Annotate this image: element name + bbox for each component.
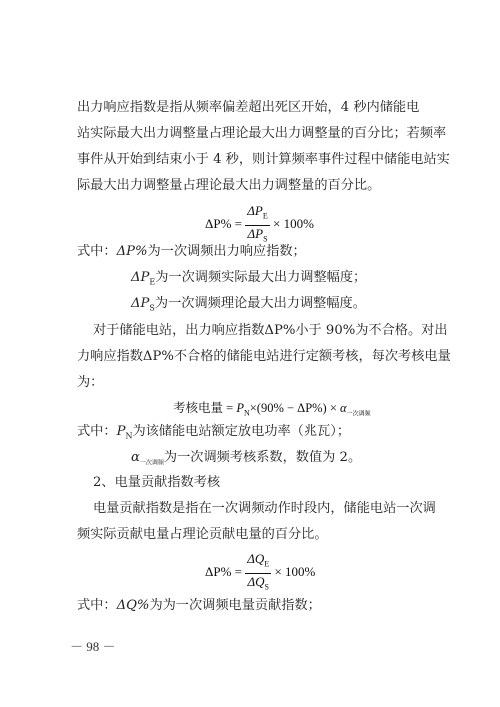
defs1-symbol-2-sub: E xyxy=(149,277,156,287)
para3-line1: 电量贡献指数是指在一次调频动作时段内，储能电站一次调 xyxy=(93,501,436,516)
para1-line4: 际最大出力调整量占理论最大出力调整量的百分比。 xyxy=(77,178,381,193)
section-heading-2: 2、电量贡献指数考核 xyxy=(93,475,221,490)
defs2-symbol-2: α xyxy=(131,450,140,465)
defs1-text-3: 为一次调频理论最大出力调整幅度。 xyxy=(154,296,366,311)
eq1-denominator: ΔP xyxy=(247,225,264,241)
eq1-lhs: ΔP% = xyxy=(205,216,243,232)
eq2-pn-sub: N xyxy=(243,408,250,418)
defs2-symbol-1-sub: N xyxy=(125,431,133,441)
eq1-numerator: ΔP xyxy=(247,203,263,218)
defs2-line1 xyxy=(77,424,350,445)
para2-line3: 为： xyxy=(77,375,104,390)
eq2-text-a: 考核电量 = xyxy=(173,401,237,415)
defs2-text-2: 为一次调频考核系数，数值为 2。 xyxy=(163,450,362,465)
eq1-fraction xyxy=(245,204,269,246)
eq3-lhs: ΔP% = xyxy=(205,564,243,580)
eq2-alpha-sub: 一次调频 xyxy=(346,411,371,418)
para3-line2: 频实际贡献电量占理论贡献电量的百分比。 xyxy=(77,527,328,542)
equation-2 xyxy=(173,398,371,418)
defs1-symbol-3-sub: S xyxy=(149,303,155,313)
defs2-symbol-2-sub: 一次调频 xyxy=(139,459,164,467)
defs2-prefix: 式中： xyxy=(77,424,117,439)
eq1-numerator-sub: E xyxy=(262,211,268,221)
eq2-pn: P xyxy=(236,401,244,415)
para1-line2: 站实际最大出力调整量占理论最大出力调整量的百分比；若频率 xyxy=(77,126,447,141)
eq3-denominator: ΔQ xyxy=(247,573,265,589)
eq2-text-b: ×(90% − ΔP%) × xyxy=(249,401,341,415)
eq1-tail: × 100% xyxy=(272,216,314,232)
equation-3 xyxy=(205,552,315,594)
para1-line3: 事件从开始到结束小于 4 秒，则计算频率事件过程中储能电站实 xyxy=(77,152,450,167)
eq3-tail: × 100% xyxy=(274,564,316,580)
defs1-text-1: 为一次调频出力响应指数； xyxy=(147,244,306,259)
defs3-prefix: 式中： xyxy=(77,598,117,613)
defs1-line2 xyxy=(131,270,366,291)
para1-line1: 出力响应指数是指从频率偏差超出死区开始，4 秒内储能电 xyxy=(77,100,420,115)
defs3-text-1: 为为一次调频电量贡献指数； xyxy=(149,598,321,613)
eq3-fraction xyxy=(245,552,271,594)
eq3-numerator: ΔQ xyxy=(247,551,265,566)
defs1-symbol-1: ΔP% xyxy=(116,244,148,259)
para2-line1: 对于储能电站，出力响应指数ΔP%小于 90%为不合格。对出 xyxy=(93,323,448,338)
eq3-numerator-sub: E xyxy=(264,559,270,569)
defs2-text-1: 为该储能电站额定放电功率（兆瓦）； xyxy=(132,424,351,439)
defs1-line1 xyxy=(77,244,306,260)
defs2-line2 xyxy=(131,450,361,472)
page-number: － 98 － xyxy=(70,639,116,654)
defs1-line3 xyxy=(131,296,366,317)
equation-1 xyxy=(205,204,314,246)
defs1-symbol-2: ΔP xyxy=(131,270,150,285)
para2-line2: 力响应指数ΔP%不合格的储能电站进行定额考核，每次考核电量 xyxy=(77,349,451,364)
defs3-line1 xyxy=(77,598,321,614)
defs3-symbol-1: ΔQ% xyxy=(116,598,150,613)
eq1-denominator-sub: S xyxy=(263,234,268,244)
eq2-alpha: α xyxy=(340,401,347,415)
defs1-prefix: 式中： xyxy=(77,244,117,259)
eq3-denominator-sub: S xyxy=(264,582,269,592)
defs1-text-2: 为一次调频实际最大出力调整幅度； xyxy=(155,270,367,285)
defs1-symbol-3: ΔP xyxy=(131,296,150,311)
defs2-symbol-1: P xyxy=(116,424,126,439)
